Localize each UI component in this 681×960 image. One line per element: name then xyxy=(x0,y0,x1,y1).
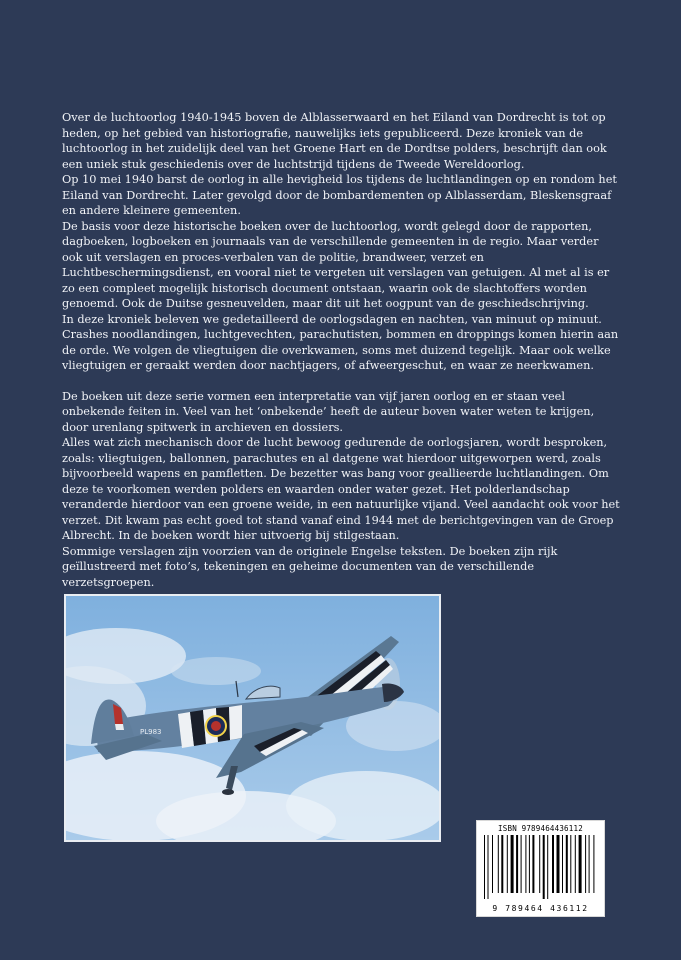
barcode-bars xyxy=(483,835,600,899)
barcode-bar xyxy=(543,835,545,899)
barcode-bar xyxy=(488,835,489,899)
barcode-digits: 9 789464 436112 xyxy=(492,904,589,913)
barcode-bar xyxy=(570,835,571,893)
barcode-bar xyxy=(557,835,560,893)
blurb-text xyxy=(62,110,622,590)
barcode-bar xyxy=(521,835,522,893)
aircraft-code: PL983 xyxy=(140,728,162,736)
blurb-paragraph-2: Op 10 mei 1940 barst de oorlog in alle hevigheid los tijdens de luchtlandingen op en rondom het Eiland van Dordrecht. Later gevolgd door de bombardementen op Alblasserdam, Bleskensgraaf en andere kleinere gemeenten. xyxy=(62,173,617,217)
blurb-paragraph-7: Sommige verslagen zijn voorzien van de originele Engelse teksten. De boeken zijn rijk geïllustreerd met foto’s, tekeningen en geheime documenten van de verschillende verzetsgroepen. xyxy=(62,544,558,589)
blurb-paragraph-4: In deze kroniek beleven we gedetailleerd de oorlogsdagen en nachten, van minuut op minuut. Crashes noodlandingen, luchtgevechten, parachutisten, bommen en droppings komen hierin aan de orde. We volgen de vliegtuigen die overkwamen, soms met duizend tegelijk. Maar ook welke vliegtuigen er geraakt werden door nachtjagers, of afweergeschut, en waar ze neerkwamen. xyxy=(62,312,619,372)
barcode-bar xyxy=(516,835,518,893)
spitfire-photo xyxy=(64,594,441,842)
isbn-label: ISBN 9789464436112 xyxy=(498,824,583,833)
barcode-bar xyxy=(507,835,508,893)
barcode-bar xyxy=(547,835,548,899)
barcode-bar xyxy=(562,835,563,893)
barcode-bar xyxy=(593,835,594,893)
barcode-bar xyxy=(492,835,493,893)
barcode-bar xyxy=(501,835,503,893)
blurb-paragraph-5: De boeken uit deze serie vormen een interpretatie van vijf jaren oorlog en er staan veel onbekende feiten in. Veel van het ‘onbekende’ heeft de auteur boven water weten te krijgen, door urenlang spitwerk in archieven en dossiers. xyxy=(62,389,595,434)
barcode-bar xyxy=(532,835,534,893)
spitfire-illustration xyxy=(66,596,439,840)
barcode-bar xyxy=(511,835,514,893)
barcode-bar xyxy=(575,835,576,893)
isbn-barcode xyxy=(476,820,605,917)
blurb-paragraph-3: De basis voor deze historische boeken over de luchtoorlog, wordt gelegd door de rapporten, dagboeken, logboeken en journaals van de verschillende gemeenten in de regio. Maar verder ook uit verslagen en proces-verbalen van de politie, brandweer, verzet en Luchtbeschermingsdienst, en vooral niet te vergeten uit verslagen van getuigen. Al met al is er zo een compleet mogelijk historisch document ontstaan, waarin ook de slachtoffers worden genoemd. Ook de Duitse gesneuvelden, maar dit uit het oogpunt van de geschiedschrijving. xyxy=(62,219,610,310)
barcode-bar xyxy=(525,835,526,893)
blurb-paragraph-1: Over de luchtoorlog 1940-1945 boven de Alblasserwaard en het Eiland van Dordrecht is tot op heden, op het gebied van historiografie, nauwelijks iets gepubliceerd. Deze kroniek van de luchtoorlog in het zuidelijk deel van het Groene Hart en de Dordtse polders, beschrijft dan ook een uniek stuk geschiedenis over de luchtstrijd tijdens de Tweede Wereldoorlog. xyxy=(62,111,607,171)
barcode-bar xyxy=(566,835,568,893)
barcode-bar xyxy=(589,835,590,893)
barcode-bar xyxy=(585,835,586,893)
barcode-bar xyxy=(579,835,582,893)
barcode-bar xyxy=(484,835,485,899)
barcode-bar xyxy=(529,835,530,893)
barcode-bar xyxy=(498,835,499,893)
barcode-bar xyxy=(552,835,554,893)
barcode-bar xyxy=(539,835,540,893)
blurb-paragraph-6: Alles wat zich mechanisch door de lucht bewoog gedurende de oorlogsjaren, wordt besproken, zoals: vliegtuigen, ballonnen, parachutes en al datgene wat hierdoor uitgeworpen werd, zoals bijvoorbeeld wapens en pamfletten. De bezetter was bang voor geallieerde luchtlandingen. Om deze te voorkomen werden polders en waarden onder water gezet. Het polderlandschap veranderde hierdoor van een groene weide, in een natuurlijke vijand. Veel aandacht ook voor het verzet. Dit kwam pas echt goed tot stand vanaf eind 1944 met de berichtgevingen van de Groep Albrecht. In de boeken wordt hier uitvoerig bij stilgestaan. xyxy=(62,436,620,542)
